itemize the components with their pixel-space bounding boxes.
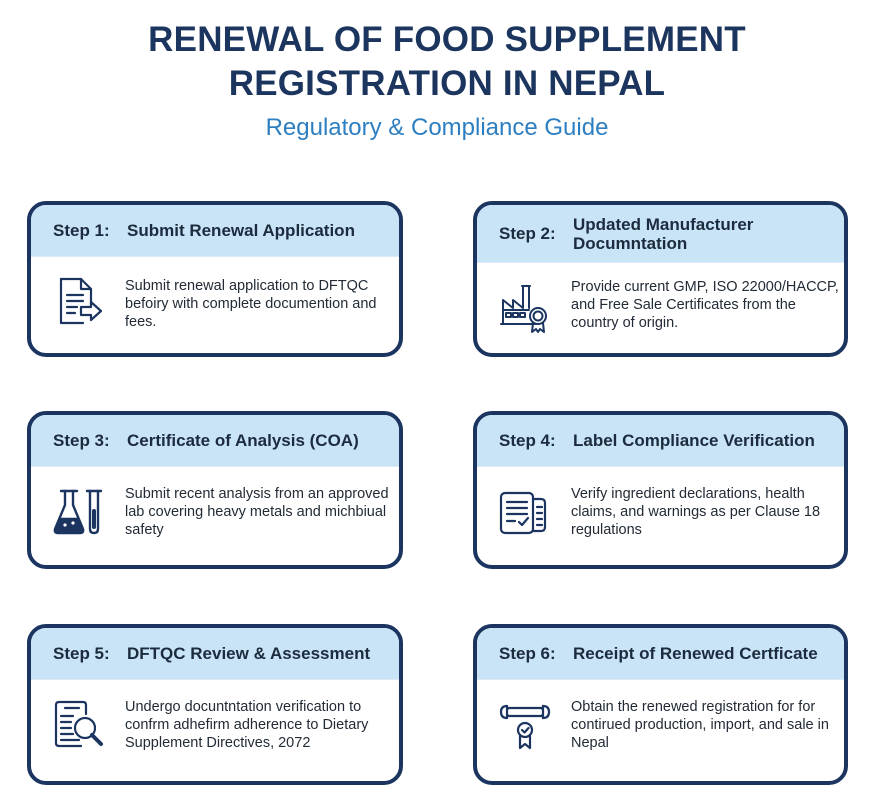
- step-description: Obtain the renewed registration for for contirued production, import, and sale in Nepal: [571, 699, 829, 751]
- lab-flask-tube-icon: [51, 485, 107, 541]
- step-card-3: [27, 411, 403, 569]
- step-description: Verify ingredient declarations, health claims, and warnings as per Clause 18 regulations: [571, 486, 821, 538]
- step-body: [31, 680, 399, 754]
- step-number: Step 1:: [53, 220, 110, 240]
- step-title: Label Compliance Verification: [573, 431, 815, 450]
- step-header: [31, 628, 399, 680]
- document-magnifier-icon: [51, 698, 107, 754]
- step-body: [477, 680, 844, 754]
- step-description: Submit renewal application to DFTQC befoiry with complete documention and fees.: [125, 278, 377, 330]
- step-number: Step 6:: [499, 643, 556, 663]
- step-number: Step 4:: [499, 430, 556, 450]
- step-header: [31, 415, 399, 467]
- step-header: [31, 205, 399, 257]
- step-card-4: [473, 411, 848, 569]
- step-body: [477, 263, 844, 334]
- step-number: Step 2:: [499, 223, 556, 243]
- step-body: [31, 257, 399, 331]
- page-subtitle: Regulatory & Compliance Guide: [265, 114, 609, 141]
- checklist-documents-icon: [497, 485, 553, 541]
- step-title: DFTQC Review & Assessment: [127, 644, 371, 663]
- step-body: [31, 467, 399, 541]
- step-body: [477, 467, 844, 541]
- document-arrow-icon: [51, 275, 107, 331]
- step-number: Step 5:: [53, 643, 110, 663]
- step-card-5: [27, 624, 403, 785]
- step-card-1: [27, 201, 403, 357]
- factory-certificate-icon: [497, 278, 553, 334]
- step-header: [477, 628, 844, 680]
- step-card-2: [473, 201, 848, 357]
- step-header: [477, 415, 844, 467]
- scroll-award-icon: [497, 698, 553, 754]
- page-title: [0, 18, 894, 106]
- step-title: Certificate of Analysis (COA): [127, 431, 359, 450]
- step-header: [477, 205, 844, 263]
- step-description: Submit recent analysis from an approved lab covering heavy metals and michbiual safety: [125, 486, 389, 538]
- title-line-2: REGISTRATION IN NEPAL: [228, 64, 666, 103]
- title-line-1: RENEWAL OF FOOD SUPPLEMENT: [148, 20, 746, 59]
- step-description: Undergo docuntntation verification to confrm adhefirm adherence to Dietary Supplement Directives, 2072: [125, 699, 369, 751]
- step-card-6: [473, 624, 848, 785]
- step-title: Receipt of Renewed Certficate: [573, 644, 818, 663]
- step-title: Submit Renewal Application: [127, 221, 355, 240]
- step-description: Provide current GMP, ISO 22000/HACCP, and Free Sale Certificates from the country of origin.: [571, 279, 839, 331]
- step-number: Step 3:: [53, 430, 110, 450]
- step-title: Updated Manufacturer Documntation: [573, 214, 754, 253]
